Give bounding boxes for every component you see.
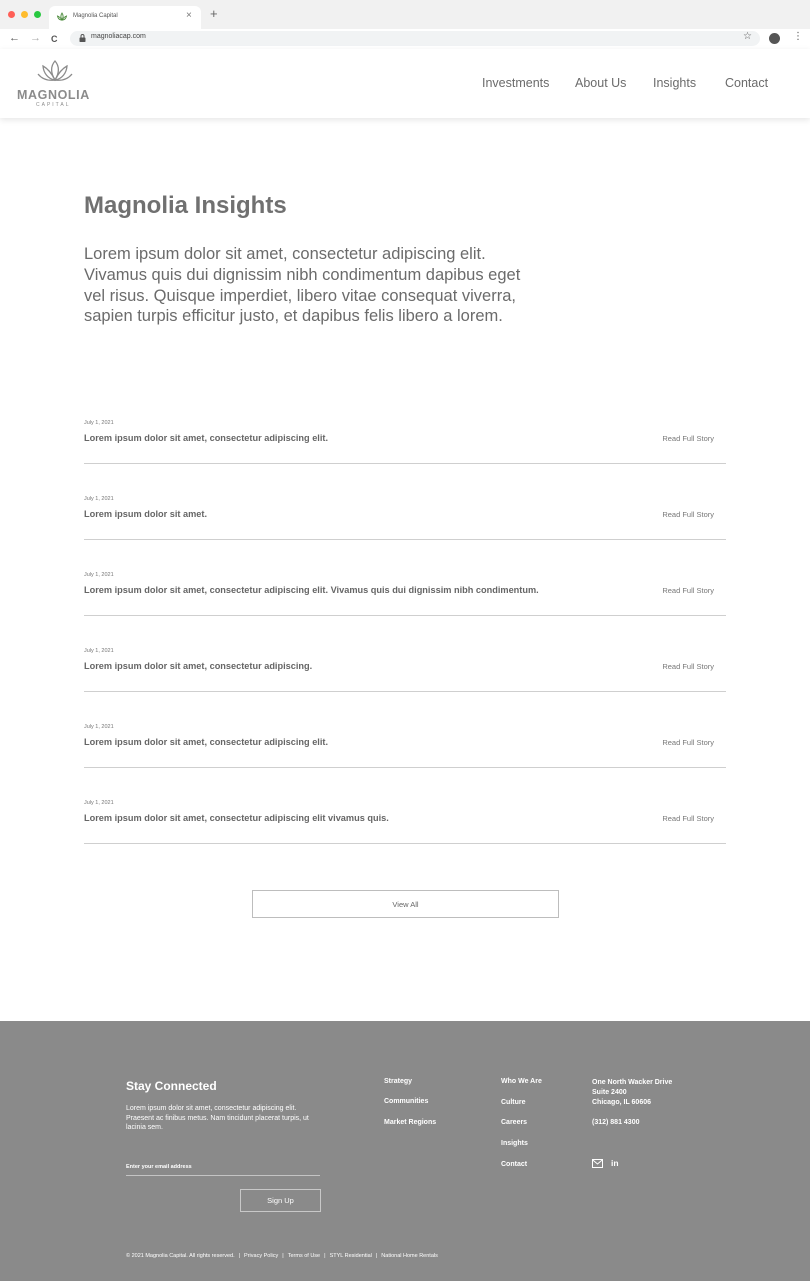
story-item [84,572,726,616]
story-item [84,648,726,692]
legal-separator: | [238,1253,241,1259]
footer-link-culture[interactable]: Culture [501,1099,526,1106]
nav-insights[interactable]: Insights [653,76,697,90]
national-home-rentals-link[interactable]: National Home Rentals [381,1253,438,1259]
address-line: Chicago, IL 60606 [592,1099,652,1106]
address-line: Suite 2400 [592,1089,627,1096]
terms-of-use-link[interactable]: Terms of Use [287,1253,321,1259]
footer-link-careers[interactable]: Careers [501,1119,528,1126]
bookmark-star-icon[interactable]: ☆ [743,31,752,42]
view-all-button[interactable]: View All [252,890,559,918]
story-date: July 1, 2021 [84,572,114,578]
forward-arrow-icon[interactable]: → [30,32,41,44]
lock-icon [78,33,87,43]
story-item [84,724,726,768]
story-title[interactable]: Lorem ipsum dolor sit amet. [84,509,208,519]
story-title[interactable]: Lorem ipsum dolor sit amet, consectetur adipiscing elit. [84,433,329,443]
read-full-story-link[interactable]: Read Full Story [662,662,714,671]
close-window-dot[interactable] [8,11,15,18]
read-full-story-link[interactable]: Read Full Story [662,814,714,823]
legal-separator: | [324,1253,326,1259]
reload-icon[interactable]: C [51,34,58,44]
site-footer [0,1021,810,1281]
address-line: One North Wacker Drive [592,1079,673,1086]
read-full-story-link[interactable]: Read Full Story [662,510,714,519]
email-icon[interactable] [592,1159,603,1168]
sign-up-button[interactable]: Sign Up [240,1189,321,1212]
copyright-text: © 2021 Magnolia Capital. All rights reserved. [126,1253,235,1259]
page-title: Magnolia Insights [84,192,287,219]
minimize-window-dot[interactable] [21,11,28,18]
privacy-policy-link[interactable]: Privacy Policy [244,1253,279,1259]
url-text[interactable]: magnoliacap.com [91,33,146,40]
footer-link-who-we-are[interactable]: Who We Are [501,1078,542,1085]
styl-residential-link[interactable]: STYL Residential [329,1253,372,1259]
story-date: July 1, 2021 [84,724,114,730]
story-title[interactable]: Lorem ipsum dolor sit amet, consectetur adipiscing elit. Vivamus quis dui dignissim nibh condimentum. [84,585,539,595]
logo-subtitle: CAPITAL [36,102,71,108]
magnolia-favicon-icon [56,11,68,23]
nav-investments[interactable]: Investments [482,76,550,90]
maximize-window-dot[interactable] [34,11,41,18]
footer-legal [126,1253,438,1259]
browser-address-row [0,29,810,49]
site-header [0,49,810,118]
footer-phone[interactable]: (312) 881 4300 [592,1119,640,1126]
read-full-story-link[interactable]: Read Full Story [662,586,714,595]
footer-address [592,1078,672,1108]
browser-tab-strip [0,0,810,29]
footer-link-market-regions[interactable]: Market Regions [384,1119,437,1126]
story-item [84,496,726,540]
browser-tab[interactable] [49,6,201,29]
read-full-story-link[interactable]: Read Full Story [662,434,714,443]
intro-paragraph: Lorem ipsum dolor sit amet, consectetur adipiscing elit. Vivamus quis dui dignissim nibh condimentum dapibus eget vel risus. Quisque imperdiet, libero vitae consequat viverra, sapien turpis efficitur justo, et dapibus felis libero a lorem. [84,245,521,326]
footer-title: Stay Connected [126,1079,217,1093]
legal-separator: | [282,1253,284,1259]
story-date: July 1, 2021 [84,420,114,426]
tab-title: Magnolia Capital [73,13,118,19]
email-input[interactable] [126,1158,320,1176]
nav-contact[interactable]: Contact [725,76,769,90]
footer-link-insights[interactable]: Insights [501,1140,528,1147]
story-title[interactable]: Lorem ipsum dolor sit amet, consectetur adipiscing elit vivamus quis. [84,813,389,823]
story-title[interactable]: Lorem ipsum dolor sit amet, consectetur adipiscing elit. [84,737,329,747]
read-full-story-link[interactable]: Read Full Story [662,738,714,747]
back-arrow-icon[interactable]: ← [9,32,20,44]
story-date: July 1, 2021 [84,800,114,806]
magnolia-flower-icon [37,60,73,86]
story-date: July 1, 2021 [84,496,114,502]
nav-about-us[interactable]: About Us [575,76,627,90]
logo-wordmark: MAGNOLIA [17,88,90,102]
story-item [84,800,726,844]
browser-menu-icon[interactable]: ⋮ [793,31,803,42]
footer-link-contact[interactable]: Contact [501,1161,528,1168]
story-date: July 1, 2021 [84,648,114,654]
new-tab-icon[interactable]: + [210,6,218,21]
legal-separator: | [375,1253,378,1259]
tab-close-icon[interactable]: × [186,10,192,21]
footer-description: Lorem ipsum dolor sit amet, consectetur adipiscing elit. Praesent ac finibus metus. Nam tincidunt placerat turpis, ut lacinia sem. [126,1105,309,1132]
footer-link-strategy[interactable]: Strategy [384,1078,413,1085]
linkedin-icon[interactable]: in [611,1158,619,1168]
address-bar[interactable] [70,31,760,46]
story-title[interactable]: Lorem ipsum dolor sit amet, consectetur adipiscing. [84,661,313,671]
footer-link-communities[interactable]: Communities [384,1098,429,1105]
profile-avatar-icon[interactable] [769,33,780,44]
story-item [84,420,726,464]
